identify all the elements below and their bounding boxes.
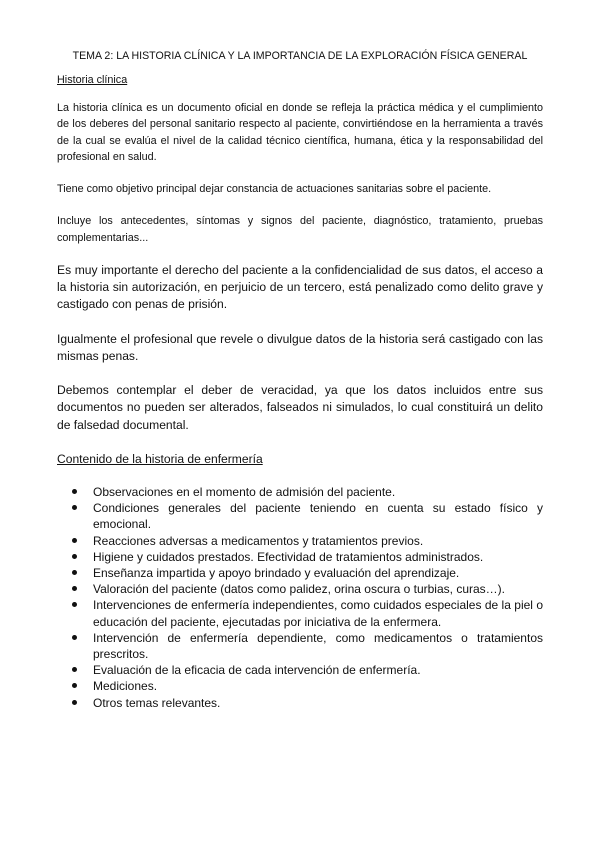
list-item-text: Condiciones generales del paciente teniendo en cuenta su estado físico y emocional. xyxy=(93,501,543,532)
list-item-text: Intervenciones de enfermería independientes, como cuidados especiales de la piel o educación del paciente, ejecutadas por iniciativa de la enfermera. xyxy=(93,598,543,629)
bullet-icon xyxy=(72,538,77,543)
bullet-icon xyxy=(72,700,77,705)
content-list xyxy=(57,484,543,711)
list-item-text: Enseñanza impartida y apoyo brindado y evaluación del aprendizaje. xyxy=(93,565,460,580)
paragraph-penalties: Igualmente el profesional que revele o divulgue datos de la historia será castigado con las mismas penas. xyxy=(57,331,543,363)
list-item xyxy=(57,630,543,662)
bullet-icon xyxy=(72,683,77,688)
list-item xyxy=(57,581,543,597)
list-item xyxy=(57,597,543,629)
list-item-text: Evaluación de la eficacia de cada intervención de enfermería. xyxy=(93,663,421,678)
list-item xyxy=(57,662,543,678)
list-item xyxy=(57,500,543,532)
list-item xyxy=(57,678,543,694)
list-item xyxy=(57,484,543,500)
document-page xyxy=(57,50,543,711)
bullet-icon xyxy=(72,635,77,640)
list-item xyxy=(57,533,543,549)
list-item-text: Valoración del paciente (datos como palidez, orina oscura o turbias, curas…). xyxy=(93,582,505,597)
section-heading-contenido: Contenido de la historia de enfermería xyxy=(57,451,263,466)
list-item-text: Intervención de enfermería dependiente, como medicamentos o tratamientos prescritos. xyxy=(93,630,543,661)
list-item-text: Reacciones adversas a medicamentos y tratamientos previos. xyxy=(93,533,424,548)
bullet-icon xyxy=(72,570,77,575)
paragraph-confidentiality: Es muy importante el derecho del paciente a la confidencialidad de sus datos, el acceso a la historia sin autorización, en perjuicio de un tercero, está penalizado como delito grave y castigado con penas de prisión. xyxy=(57,263,543,312)
list-item xyxy=(57,695,543,711)
list-item-text: Observaciones en el momento de admisión del paciente. xyxy=(93,484,396,499)
bullet-icon xyxy=(72,586,77,591)
list-item-text: Higiene y cuidados prestados. Efectividad de tratamientos administrados. xyxy=(93,549,484,564)
paragraph-includes: Incluye los antecedentes, síntomas y signos del paciente, diagnóstico, tratamiento, pruebas complementarias... xyxy=(57,215,543,244)
bullet-icon xyxy=(72,489,77,494)
bullet-icon xyxy=(72,667,77,672)
bullet-icon xyxy=(72,602,77,607)
paragraph-objective: Tiene como objetivo principal dejar constancia de actuaciones sanitarias sobre el paciente. xyxy=(57,183,492,196)
list-item-text: Otros temas relevantes. xyxy=(93,695,221,710)
bullet-icon xyxy=(72,554,77,559)
list-item-text: Mediciones. xyxy=(93,679,158,694)
paragraph-definition: La historia clínica es un documento oficial en donde se refleja la práctica médica y el cumplimiento de los deberes del personal sanitario respecto al paciente, convirtiéndose en la herramienta a través de la cual se evalúa el nivel de la calidad técnico científica, humana, ética y la responsabilidad del profesional en salud. xyxy=(57,102,543,163)
list-item xyxy=(57,565,543,581)
bullet-icon xyxy=(72,505,77,510)
paragraph-veracity: Debemos contemplar el deber de veracidad, ya que los datos incluidos entre sus documentos no pueden ser alterados, falseados ni simulados, lo cual constituirá un delito de falsedad documental. xyxy=(57,383,543,432)
list-item xyxy=(57,549,543,565)
document-title: TEMA 2: LA HISTORIA CLÍNICA Y LA IMPORTANCIA DE LA EXPLORACIÓN FÍSICA GENERAL xyxy=(72,50,528,62)
section-heading-historia-clinica: Historia clínica xyxy=(57,74,128,86)
